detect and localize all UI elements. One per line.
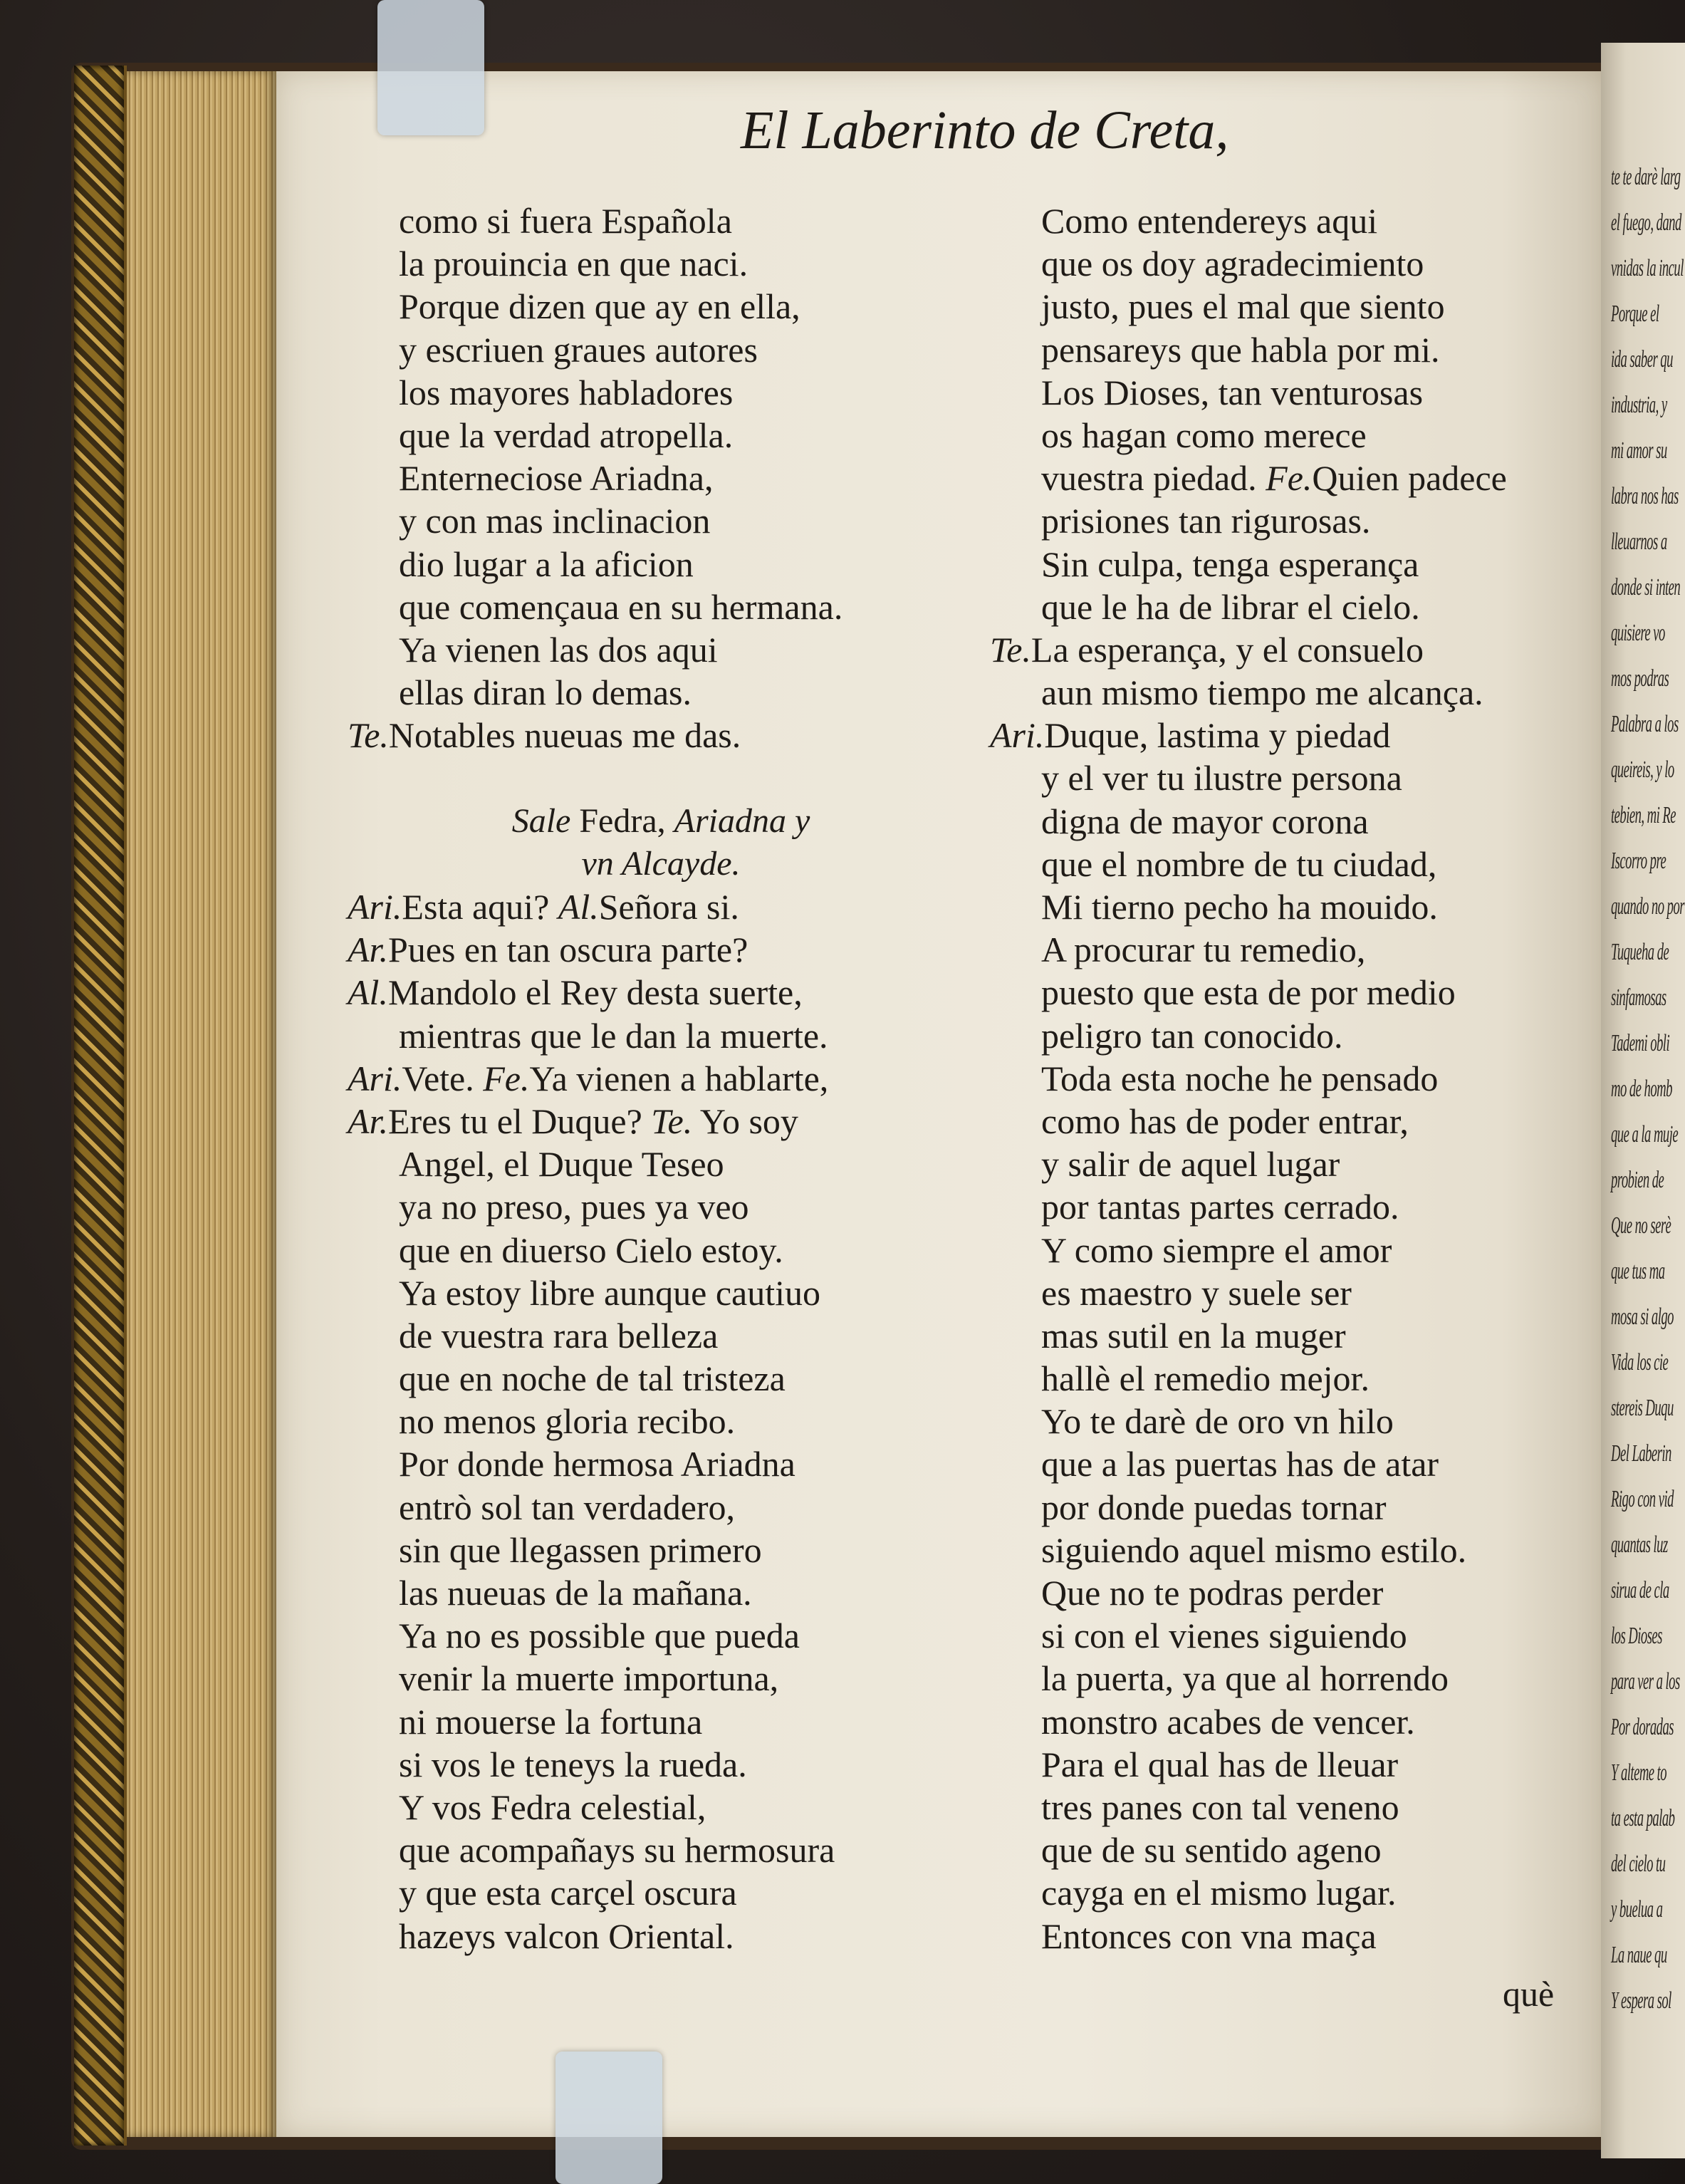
facing-page-line: y buelua a	[1611, 1896, 1663, 1923]
facing-page-line: que a la muje	[1611, 1121, 1679, 1148]
verse-text: Eres tu el Duque?	[387, 1101, 652, 1141]
right-verse-line	[990, 1057, 1602, 1100]
book-clip-bottom	[555, 2052, 662, 2184]
verse-text: Quien padece	[1312, 458, 1507, 499]
right-verse-line	[990, 971, 1602, 1014]
facing-page-line: Rigo con vid	[1611, 1486, 1674, 1512]
verse-text: Por donde hermosa Ariadna	[399, 1444, 795, 1484]
left-verse-line	[348, 414, 974, 457]
verse-text: justo, pues el mal que siento	[1041, 286, 1445, 327]
running-title: El Laberinto de Creta,	[741, 100, 1229, 160]
verse-text: tres panes con tal veneno	[1041, 1787, 1399, 1827]
stage-direction	[348, 800, 974, 843]
left-verse-line	[348, 1314, 974, 1357]
verse-text: Notables nueuas me das.	[388, 715, 741, 756]
right-verse-line	[990, 1743, 1602, 1786]
verse-text: Ya vienen las dos aqui	[399, 629, 718, 670]
verse-text: es maestro y suele ser	[1041, 1272, 1352, 1313]
verse-text: mas sutil en la muger	[1041, 1315, 1346, 1356]
facing-page-line: del cielo tu	[1611, 1851, 1666, 1877]
left-verse-line	[348, 1786, 974, 1829]
right-verse-line	[990, 628, 1602, 671]
verse-text: Enterneciose Ariadna,	[399, 458, 714, 499]
right-verse-line	[990, 800, 1602, 843]
left-verse-line	[348, 1614, 974, 1657]
verse-text: hallè el remedio mejor.	[1041, 1358, 1370, 1399]
right-verse-line	[990, 1014, 1602, 1057]
verse-text: Yo te darè de oro vn hilo	[1041, 1401, 1394, 1442]
verse-text: Y como siempre el amor	[1041, 1229, 1392, 1270]
left-verse-line	[348, 586, 974, 628]
right-verse-line	[990, 371, 1602, 414]
facing-page-line: Vida los cie	[1611, 1349, 1669, 1376]
verse-text: y salir de aquel lugar	[1041, 1144, 1340, 1185]
left-verse-line	[348, 1185, 974, 1228]
verse-text: Ya vienen a hablarte,	[529, 1058, 829, 1098]
left-verse-line	[348, 1700, 974, 1743]
stage-direction-text: Fedra,	[570, 801, 674, 840]
right-verse-line	[990, 1829, 1602, 1871]
verse-text: Toda esta noche he pensado	[1041, 1058, 1439, 1098]
right-verse-line	[990, 1314, 1602, 1357]
verse-text: La esperança, y el consuelo	[1031, 629, 1424, 670]
facing-page-line: mosa si algo	[1611, 1304, 1674, 1330]
left-verse-line	[348, 285, 974, 328]
verse-text: Porque dizen que ay en ella,	[399, 286, 800, 327]
left-verse-line	[348, 371, 974, 414]
verse-text: ellas diran lo demas.	[399, 672, 692, 713]
verse-text: A procurar tu remedio,	[1041, 930, 1366, 970]
speaker-label: Fe.	[1266, 458, 1313, 499]
right-verse-line	[990, 843, 1602, 885]
facing-page-line: tebien, mi Re	[1611, 802, 1676, 828]
left-verse-line	[348, 1743, 974, 1786]
facing-page-line: mos podras	[1611, 665, 1669, 692]
verse-text: Angel, el Duque Teseo	[399, 1144, 724, 1185]
verse-text: y escriuen graues autores	[399, 329, 758, 370]
right-verse-line	[990, 543, 1602, 586]
verse-text: si vos le teneys la rueda.	[399, 1744, 747, 1784]
left-verse-line	[348, 328, 974, 371]
left-verse-line	[348, 1442, 974, 1485]
left-verse-line	[348, 543, 974, 586]
facing-page-line: sirua de cla	[1611, 1577, 1669, 1603]
verse-text: vuestra piedad.	[1041, 458, 1266, 499]
verse-text: Los Dioses, tan venturosas	[1041, 372, 1424, 412]
verse-text: Entonces con vna maça	[1041, 1915, 1377, 1956]
facing-page-line: probien de	[1611, 1167, 1664, 1193]
text-column-right	[990, 199, 1602, 1957]
verse-text: si con el vienes siguiendo	[1041, 1616, 1407, 1656]
facing-page-line: Que no serè	[1611, 1212, 1671, 1239]
facing-page-line: Porque el	[1611, 301, 1659, 327]
verse-text: por tantas partes cerrado.	[1041, 1187, 1399, 1227]
verse-text: que començaua en su hermana.	[399, 586, 843, 627]
right-verse-line	[990, 1700, 1602, 1743]
catchword: què	[1503, 1974, 1555, 2014]
verse-text: Para el qual has de lleuar	[1041, 1744, 1399, 1784]
right-verse-line	[990, 285, 1602, 328]
verse-text: y que esta carçel oscura	[399, 1873, 737, 1913]
right-verse-line	[990, 328, 1602, 371]
right-verse-line	[990, 586, 1602, 628]
right-verse-line	[990, 1100, 1602, 1143]
right-verse-line	[990, 1229, 1602, 1272]
verse-text: como si fuera Española	[399, 201, 732, 241]
facing-page-line: mi amor su	[1611, 437, 1667, 464]
right-verse-line	[990, 414, 1602, 457]
verse-text: peligro tan conocido.	[1041, 1015, 1343, 1056]
verse-text: Como entendereys aqui	[1041, 201, 1378, 241]
left-verse-line	[348, 1229, 974, 1272]
facing-page-line: sinfamosas	[1611, 984, 1666, 1011]
right-verse-line	[990, 499, 1602, 542]
verse-text: que la verdad atropella.	[399, 415, 734, 455]
left-verse-line	[348, 199, 974, 242]
verse-text: monstro acabes de vencer.	[1041, 1701, 1415, 1742]
verse-text: que de su sentido ageno	[1041, 1830, 1382, 1871]
left-verse-line	[348, 1014, 974, 1057]
right-verse-line	[990, 1185, 1602, 1228]
verse-text: de vuestra rara belleza	[399, 1315, 719, 1356]
speaker-label: Ari.	[348, 1058, 402, 1098]
verse-text: la prouincia en que naci.	[399, 244, 748, 284]
right-verse-line	[990, 1143, 1602, 1185]
verse-text: Esta aqui?	[402, 887, 558, 927]
verse-text: Mi tierno pecho ha mouido.	[1041, 887, 1438, 927]
verse-text: y el ver tu ilustre persona	[1041, 758, 1402, 799]
facing-page-line: Palabra a los	[1611, 711, 1679, 737]
left-verse-line	[348, 714, 974, 756]
facing-page-line: quisiere vo	[1611, 620, 1665, 646]
verse-text: Yo soy	[692, 1101, 798, 1141]
facing-page-line: labra nos has	[1611, 483, 1679, 509]
stage-direction-text: Ariadna y	[674, 801, 810, 840]
stage-direction-text: Sale	[511, 801, 571, 840]
right-verse-line	[990, 1915, 1602, 1957]
facing-page-line: Tademi obli	[1611, 1030, 1670, 1056]
facing-page-line: vnidas la incul	[1611, 255, 1684, 281]
verse-text: la puerta, ya que al horrendo	[1041, 1658, 1449, 1699]
right-verse-line	[990, 1400, 1602, 1442]
facing-page-line: industria, y	[1611, 392, 1667, 418]
verse-text: que a las puertas has de atar	[1041, 1444, 1439, 1484]
left-verse-line	[348, 1272, 974, 1314]
verse-text: por donde puedas tornar	[1041, 1487, 1387, 1527]
right-verse-line	[990, 928, 1602, 971]
left-verse-line	[348, 1871, 974, 1914]
verse-text: venir la muerte importuna,	[399, 1658, 779, 1699]
left-verse-line	[348, 671, 974, 714]
verse-text: ya no preso, pues ya veo	[399, 1187, 749, 1227]
left-verse-line	[348, 971, 974, 1014]
verse-text: Y vos Fedra celestial,	[399, 1787, 706, 1827]
verse-text: Ya no es possible que pueda	[399, 1616, 800, 1656]
verse-text: los mayores habladores	[399, 372, 734, 412]
verse-text: Duque, lastima y piedad	[1044, 715, 1391, 756]
verse-text: Que no te podras perder	[1041, 1573, 1384, 1613]
verse-text: aun mismo tiempo me alcança.	[1041, 672, 1483, 713]
facing-page-line: el fuego, dand	[1611, 209, 1681, 236]
right-verse-line	[990, 1486, 1602, 1529]
verse-text: Pues en tan oscura parte?	[387, 930, 748, 970]
left-verse-line	[348, 1657, 974, 1700]
facing-page-line: quando no por	[1611, 893, 1684, 920]
facing-page-line: ida saber qu	[1611, 346, 1673, 373]
verse-text: que en diuerso Cielo estoy.	[399, 1229, 783, 1270]
facing-page-line: Del Laberin	[1611, 1440, 1671, 1467]
verse-text: Mandolo el Rey desta suerte,	[387, 972, 803, 1013]
right-verse-line	[990, 1614, 1602, 1657]
speaker-label: Ar.	[348, 930, 388, 970]
stage-direction-text: vn Alcayde.	[581, 844, 741, 883]
verse-text: dio lugar a la aficion	[399, 544, 694, 584]
verse-text: cayga en el mismo lugar.	[1041, 1873, 1397, 1913]
left-verse-line	[348, 242, 974, 285]
facing-page-line: quantas luz	[1611, 1532, 1668, 1558]
verse-text: que os doy agradecimiento	[1041, 244, 1424, 284]
verse-text: que acompañays su hermosura	[399, 1830, 835, 1871]
speaker-label: Te.	[990, 629, 1031, 670]
facing-page-line: Iscorro pre	[1611, 848, 1666, 874]
gilt-border-ornament	[74, 66, 127, 2146]
right-verse-line	[990, 457, 1602, 499]
facing-page-line: que tus ma	[1611, 1258, 1665, 1284]
verse-text: digna de mayor corona	[1041, 801, 1369, 841]
text-column-left	[348, 199, 974, 1957]
right-verse-line	[990, 1529, 1602, 1571]
facing-page-line: Y espera sol	[1611, 1987, 1671, 2014]
right-verse-line	[990, 1571, 1602, 1614]
facing-page	[1601, 43, 1685, 2158]
verse-text: que le ha de librar el cielo.	[1041, 586, 1420, 627]
left-verse-line	[348, 1486, 974, 1529]
right-verse-line	[990, 1357, 1602, 1400]
facing-page-line: lleuarnos a	[1611, 529, 1667, 555]
facing-page-line: stereis Duqu	[1611, 1395, 1674, 1421]
verse-text: mientras que le dan la muerte.	[399, 1015, 828, 1056]
left-verse-line	[348, 1100, 974, 1143]
facing-page-line: queireis, y lo	[1611, 756, 1674, 783]
verse-text: prisiones tan rigurosas.	[1041, 501, 1371, 541]
facing-page-line: mo de homb	[1611, 1076, 1672, 1102]
facing-page-line: ta esta palab	[1611, 1805, 1675, 1831]
right-verse-line	[990, 1786, 1602, 1829]
left-verse-line	[348, 1357, 974, 1400]
speaker-label: Al.	[348, 972, 388, 1013]
left-verse-line	[348, 1057, 974, 1100]
speaker-label: Ari.	[990, 715, 1045, 756]
facing-page-line: La naue qu	[1611, 1942, 1667, 1968]
verse-text: pensareys que habla por mi.	[1041, 329, 1440, 370]
facing-page-line: Y alteme to	[1611, 1759, 1667, 1786]
speaker-label: Ar.	[348, 1101, 388, 1141]
verse-text: os hagan como merece	[1041, 415, 1367, 455]
left-verse-line	[348, 628, 974, 671]
facing-page-line: Tuqueha de	[1611, 939, 1669, 965]
left-verse-line	[348, 457, 974, 499]
verse-text: Señora si.	[598, 887, 739, 927]
book-clip-top	[377, 0, 484, 135]
right-verse-line	[990, 671, 1602, 714]
verse-text: que el nombre de tu ciudad,	[1041, 843, 1437, 884]
left-verse-line	[348, 1829, 974, 1871]
verse-text: las nueuas de la mañana.	[399, 1573, 752, 1613]
verse-text: y con mas inclinacion	[399, 501, 711, 541]
right-verse-line	[990, 1657, 1602, 1700]
right-verse-line	[990, 756, 1602, 799]
right-verse-line	[990, 1272, 1602, 1314]
verse-text: puesto que esta de por medio	[1041, 972, 1456, 1013]
facing-page-line: los Dioses	[1611, 1623, 1662, 1649]
right-verse-line	[990, 199, 1602, 242]
verse-text: como has de poder entrar,	[1041, 1101, 1409, 1141]
verse-text: no menos gloria recibo.	[399, 1401, 736, 1442]
left-verse-line	[348, 1143, 974, 1185]
speaker-label: Fe.	[483, 1058, 530, 1098]
right-verse-line	[990, 242, 1602, 285]
verse-text: Vete.	[402, 1058, 484, 1098]
verse-text: Sin culpa, tenga esperança	[1041, 544, 1419, 584]
facing-page-line: Por doradas	[1611, 1714, 1674, 1740]
right-verse-line	[990, 714, 1602, 756]
verse-text: hazeys valcon Oriental.	[399, 1915, 734, 1956]
right-verse-line	[990, 1442, 1602, 1485]
stage-direction	[348, 843, 974, 885]
left-verse-line	[348, 885, 974, 928]
verse-text: Ya estoy libre aunque cautiuo	[399, 1272, 821, 1313]
left-verse-line	[348, 1529, 974, 1571]
left-verse-line	[348, 1915, 974, 1957]
verse-text: sin que llegassen primero	[399, 1529, 762, 1570]
verse-text: ni mouerse la fortuna	[399, 1701, 703, 1742]
left-verse-line	[348, 1571, 974, 1614]
left-verse-line	[348, 928, 974, 971]
verse-text: siguiendo aquel mismo estilo.	[1041, 1529, 1467, 1570]
page-fore-edge	[127, 71, 276, 2137]
speaker-label: Te.	[651, 1101, 693, 1141]
facing-page-line: donde si inten	[1611, 574, 1681, 600]
facing-page-line: para ver a los	[1611, 1668, 1680, 1695]
verse-text: que en noche de tal tristeza	[399, 1358, 786, 1399]
right-verse-line	[990, 1871, 1602, 1914]
speaker-label: Ari.	[348, 887, 402, 927]
right-verse-line	[990, 885, 1602, 928]
spacer	[348, 756, 974, 799]
facing-page-line: te te darè larg	[1611, 164, 1681, 190]
speaker-label: Al.	[558, 887, 599, 927]
left-verse-line	[348, 1400, 974, 1442]
speaker-label: Te.	[348, 715, 389, 756]
verse-text: entrò sol tan verdadero,	[399, 1487, 736, 1527]
left-verse-line	[348, 499, 974, 542]
